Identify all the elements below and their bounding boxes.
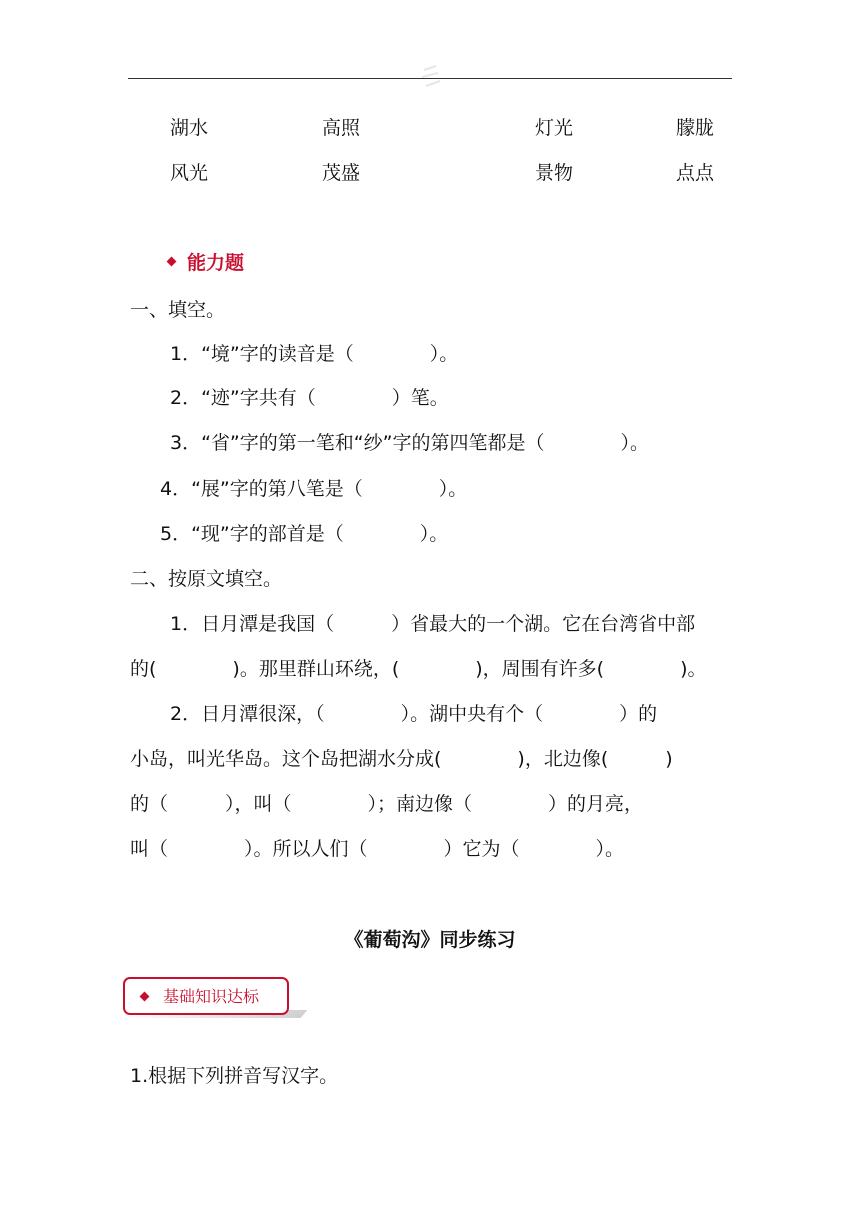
watermark-logo xyxy=(416,62,446,92)
fill-item: 1．“境”字的读音是（ ）。 xyxy=(170,343,459,365)
vocab-word: 灯光 xyxy=(535,117,574,139)
passage-line: 1．日月潭是我国（ ）省最大的一个湖。它在台湾省中部 xyxy=(170,613,696,635)
part2-heading: 二、按原文填空。 xyxy=(130,568,283,590)
badge-label: 基础知识达标 xyxy=(163,987,260,1006)
passage-line: 的（ ），叫（ ）；南边像（ ）的月亮， xyxy=(130,793,644,815)
vocab-word: 茂盛 xyxy=(322,162,361,184)
vocab-word: 湖水 xyxy=(170,117,209,139)
section-badge xyxy=(123,977,289,1015)
vocab-word: 景物 xyxy=(535,162,574,184)
passage-line: 叫（ ）。所以人们（ ）它为（ ）。 xyxy=(130,838,625,860)
part1-heading: 一、填空。 xyxy=(130,299,226,321)
vocab-word: 风光 xyxy=(170,162,209,184)
lesson-title: 《葡萄沟》同步练习 xyxy=(344,929,516,951)
passage-line: 的( )。那里群山环绕，( )，周围有许多( )。 xyxy=(130,658,707,680)
passage-line: 小岛，叫光华岛。这个岛把湖水分成( )，北边像( ) xyxy=(130,748,673,770)
diamond-icon xyxy=(140,992,150,1002)
diamond-icon xyxy=(167,257,177,267)
vocab-word: 高照 xyxy=(322,117,361,139)
fill-item: 2．“迹”字共有（ ）笔。 xyxy=(170,387,449,409)
fill-item: 4．“展”字的第八笔是（ ）。 xyxy=(160,478,468,500)
vocab-word: 点点 xyxy=(676,162,715,184)
fill-item: 5．“现”字的部首是（ ）。 xyxy=(160,523,449,545)
ability-heading xyxy=(168,250,244,276)
question-1: 1.根据下列拼音写汉字。 xyxy=(130,1065,339,1087)
ability-heading-text: 能力题 xyxy=(187,252,245,274)
passage-line: 2．日月潭很深，（ ）。湖中央有个（ ）的 xyxy=(170,703,658,725)
vocab-word: 朦胧 xyxy=(676,117,715,139)
fill-item: 3．“省”字的第一笔和“纱”字的第四笔都是（ ）。 xyxy=(170,432,649,454)
